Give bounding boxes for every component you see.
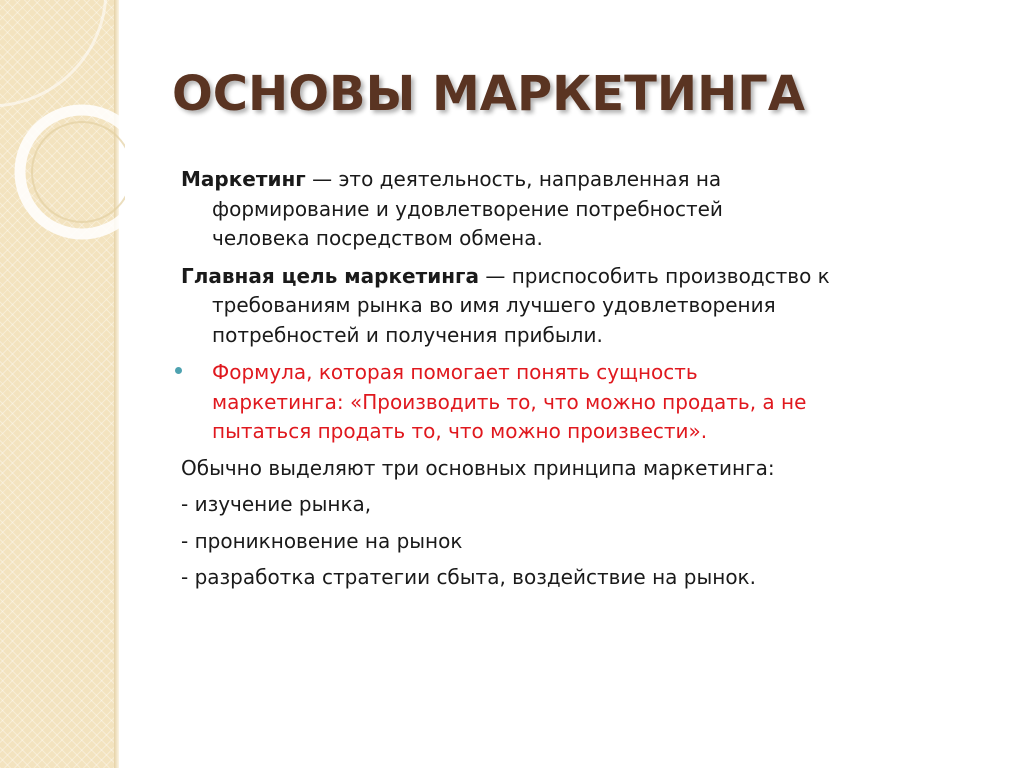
goal-line-2: требованиям рынка во имя лучшего удовлетворения (212, 293, 776, 317)
principle-item: - изучение рынка, (181, 492, 372, 516)
goal-paragraph (181, 262, 981, 351)
bullet-dot-icon (175, 367, 182, 374)
definition-term: Маркетинг (181, 167, 306, 191)
definition-paragraph (181, 165, 981, 254)
principle-item: - разработка стратегии сбыта, воздействие на рынок. (181, 565, 756, 589)
goal-line-1 (181, 262, 981, 292)
goal-term: Главная цель маркетинга (181, 263, 479, 288)
formula-line-2: маркетинга: «Производить то, что можно продать, а не (212, 389, 807, 414)
formula-line-1: Формула, которая помогает понять сущность (212, 360, 698, 384)
formula-line-3: пытаться продать то, что можно произвести». (212, 419, 708, 443)
decorative-circles-icon (0, 0, 125, 300)
definition-line-1 (181, 165, 981, 195)
goal-text-1: — приспособить производство к (478, 263, 830, 288)
slide-body (181, 165, 981, 593)
principle-item: - проникновение на рынок (181, 528, 463, 553)
goal-line-3: потребностей и получения прибыли. (212, 322, 603, 347)
definition-line-3: человека посредством обмена. (212, 226, 543, 250)
definition-line-2: формирование и удовлетворение потребностей (212, 196, 723, 221)
slide-title: ОСНОВЫ МАРКЕТИНГА (172, 66, 805, 122)
principles-intro: Обычно выделяют три основных принципа маркетинга: (181, 455, 775, 480)
definition-text-1: — это деятельность, направленная на (305, 167, 722, 191)
formula-paragraph (181, 358, 981, 447)
